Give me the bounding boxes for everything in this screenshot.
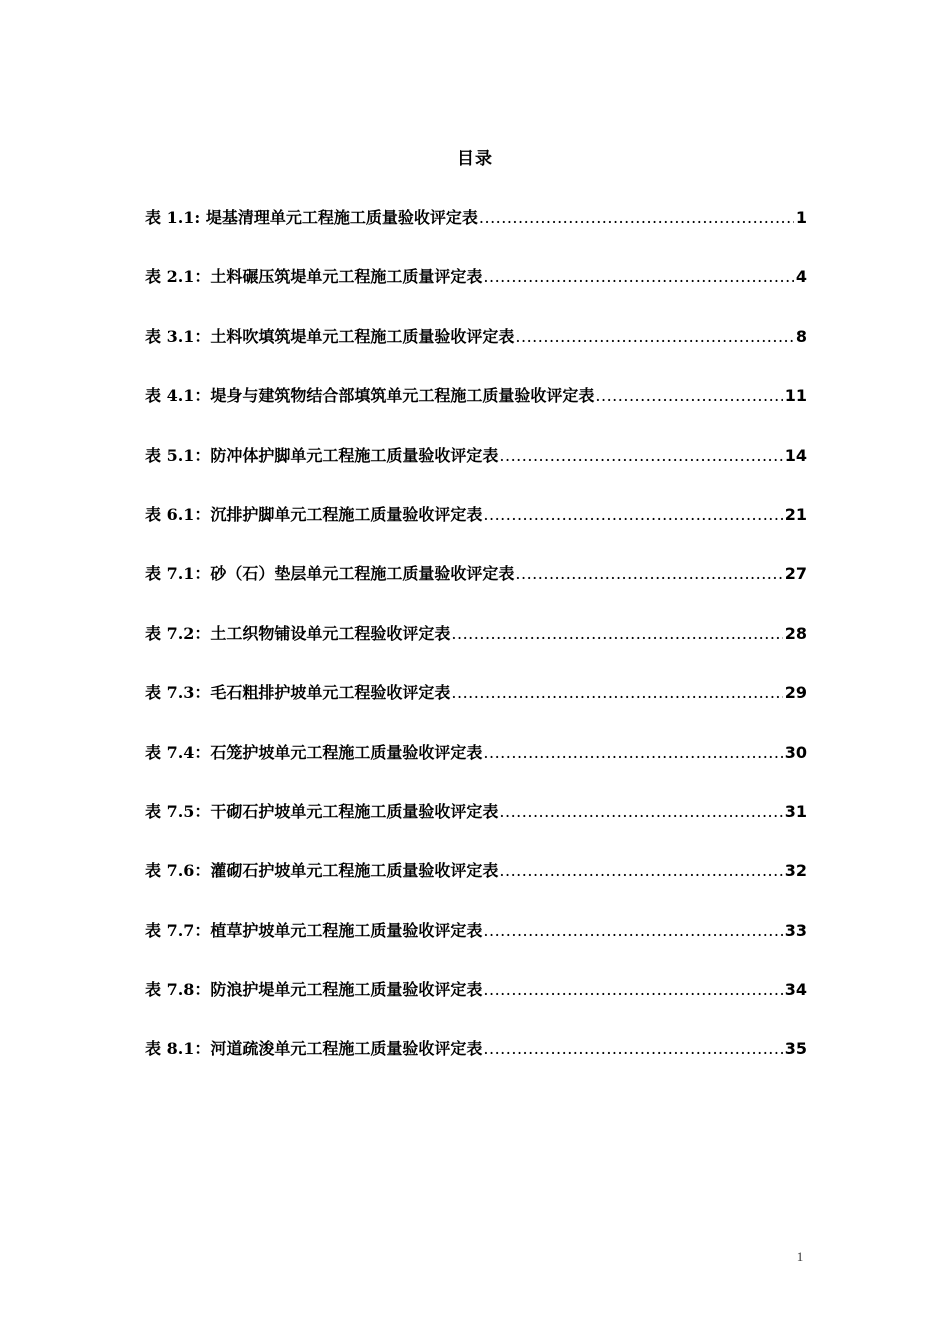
toc-entry-label: 表 2.1：土料碾压筑堤单元工程施工质量评定表	[145, 267, 483, 287]
page-number: 1	[796, 1249, 804, 1264]
toc-entry-page: 21	[784, 504, 807, 524]
toc-dot-leader	[483, 741, 782, 765]
toc-dot-leader	[451, 622, 782, 646]
toc-entry-page: 35	[784, 1039, 807, 1059]
toc-dot-leader	[483, 978, 782, 1002]
toc-entry-label: 表 7.8：防浪护堤单元工程施工质量验收评定表	[145, 980, 483, 1000]
toc-dot-leader	[515, 562, 782, 586]
toc-entry[interactable]	[145, 1037, 807, 1096]
toc-entry[interactable]	[145, 622, 807, 681]
toc-entry[interactable]	[145, 859, 807, 918]
toc-dot-leader	[499, 444, 782, 468]
toc-entry-label: 表 3.1：土料吹填筑堤单元工程施工质量验收评定表	[145, 326, 515, 346]
toc-entry[interactable]	[145, 503, 807, 562]
toc-entry[interactable]	[145, 384, 807, 443]
toc-dot-leader	[595, 384, 782, 408]
toc-entry[interactable]	[145, 325, 807, 384]
toc-entry-page: 4	[795, 267, 807, 287]
toc-entry[interactable]	[145, 741, 807, 800]
toc-entry[interactable]	[145, 681, 807, 740]
toc-entry-label: 表 7.4：石笼护坡单元工程施工质量验收评定表	[145, 742, 483, 762]
toc-entry[interactable]	[145, 800, 807, 859]
toc-entry-label: 表 1.1: 堤基清理单元工程施工质量验收评定表	[145, 208, 478, 227]
toc-entry-page: 34	[784, 980, 807, 1000]
toc-entry-label: 表 7.7：植草护坡单元工程施工质量验收评定表	[145, 920, 483, 940]
toc-entry-label: 表 5.1：防冲体护脚单元工程施工质量验收评定表	[145, 445, 499, 465]
toc-title: 目录	[457, 149, 493, 169]
toc-entry-page: 8	[795, 326, 807, 346]
toc-entry-page: 30	[784, 742, 807, 762]
toc-entry-page: 11	[784, 386, 807, 406]
toc-dot-leader	[499, 800, 782, 824]
table-of-contents	[145, 206, 807, 1097]
toc-entry-label: 表 7.2：土工织物铺设单元工程验收评定表	[145, 623, 451, 643]
toc-entry-label: 表 7.5：干砌石护坡单元工程施工质量验收评定表	[145, 801, 499, 821]
toc-dot-leader	[483, 919, 782, 943]
toc-entry-label: 表 7.6：灌砌石护坡单元工程施工质量验收评定表	[145, 861, 499, 881]
toc-entry[interactable]	[145, 919, 807, 978]
toc-entry[interactable]	[145, 978, 807, 1037]
toc-entry[interactable]	[145, 265, 807, 324]
toc-entry[interactable]	[145, 444, 807, 503]
toc-entry[interactable]	[145, 562, 807, 621]
toc-entry-label: 表 4.1：堤身与建筑物结合部填筑单元工程施工质量验收评定表	[145, 386, 595, 406]
toc-dot-leader	[483, 265, 793, 289]
toc-entry-page: 33	[784, 920, 807, 940]
toc-entry-label: 表 8.1：河道疏浚单元工程施工质量验收评定表	[145, 1039, 483, 1059]
toc-dot-leader	[499, 859, 782, 883]
toc-dot-leader	[451, 681, 782, 705]
toc-dot-leader	[483, 1037, 782, 1061]
toc-entry-label: 表 6.1：沉排护脚单元工程施工质量验收评定表	[145, 504, 483, 524]
toc-entry-page: 29	[784, 683, 807, 703]
toc-entry-page: 27	[784, 564, 807, 584]
toc-dot-leader	[483, 503, 782, 527]
toc-entry-label: 表 7.3：毛石粗排护坡单元工程验收评定表	[145, 683, 451, 703]
toc-entry-page: 1	[795, 208, 807, 227]
toc-entry-page: 32	[784, 861, 807, 881]
toc-dot-leader	[479, 206, 794, 230]
toc-entry[interactable]	[145, 206, 807, 265]
toc-entry-page: 28	[784, 623, 807, 643]
toc-entry-page: 31	[784, 801, 807, 821]
toc-dot-leader	[515, 325, 793, 349]
toc-entry-label: 表 7.1：砂（石）垫层单元工程施工质量验收评定表	[145, 564, 515, 584]
toc-entry-page: 14	[784, 445, 807, 465]
